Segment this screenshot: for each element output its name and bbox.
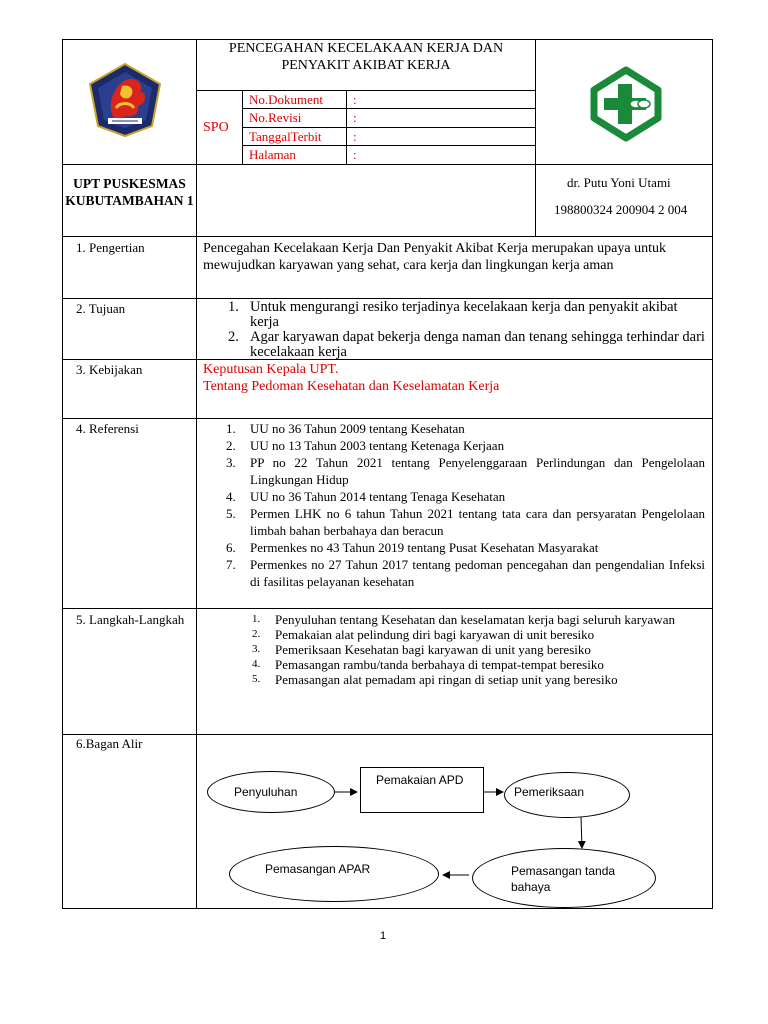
list-item: 7. Permenkes no 27 Tahun 2017 tentang pedoman pencegahan dan pengendalian Infeksi di fasilitas pelayanan kesehatan [226,557,705,589]
arrow-pemeriksaan-to-rambu [581,817,582,848]
list-item: 2. Agar karyawan dapat bekerja denga naman dan tenang sehingga terhindar dari kecelakaan kerja [228,329,705,360]
doc-field-sep: : [353,129,357,144]
section-label-referensi: 4. Referensi [76,421,139,436]
doc-field-sep: : [353,110,357,125]
list-item: 2. Pemakaian alat pelindung diri bagi karyawan di unit beresiko [252,627,595,642]
list-item: 6. Permenkes no 43 Tahun 2019 tentang Pusat Kesehatan Masyarakat [226,540,599,555]
node-penyuluhan-label: Penyuluhan [234,785,298,799]
doc-field-label: Halaman [249,147,296,162]
list-item: 1. Untuk mengurangi resiko terjadinya kecelakaan kerja dan penyakit akibat kerja [228,299,678,330]
list-item: 4. Pemasangan rambu/tanda berbahaya di tempat-tempat beresiko [252,657,604,672]
kebijakan-line-1: Keputusan Kepala UPT. [203,362,339,377]
pengertian-text: Pencegahan Kecelakaan Kerja Dan Penyakit Akibat Kerja merupakan upaya untuk mewujudkan karyawan yang sehat, cara kerja dan lingkungan kerja aman [203,241,666,273]
signer-nip: 198800324 200904 2 004 [554,202,688,217]
node-pemakaian-apd-label: Pemakaian APD [376,773,464,787]
doc-field-sep: : [353,147,357,162]
regency-crest-logo [86,62,164,138]
doc-field-label: TanggalTerbit [249,129,322,144]
list-item: 5. Permen LHK no 6 tahun Tahun 2021 tentang tata cara dan persyaratan Pengelolaan limbah bahan berbahaya dan beracun [226,506,705,538]
langkah-list [252,612,704,687]
list-item: 4. UU no 36 Tahun 2014 tentang Tenaga Kesehatan [226,489,506,504]
list-item: 5. Pemasangan alat pemadam api ringan di setiap unit yang beresiko [252,672,618,687]
puskesmas-logo [588,66,664,142]
doc-field-label: No.Dokument [249,92,324,107]
doc-field-sep: : [353,92,357,107]
node-pemasangan-tanda-bahaya-label: Pemasangan tanda bahaya [511,864,616,894]
section-label-kebijakan: 3. Kebijakan [76,362,143,377]
list-item: 1. Penyuluhan tentang Kesehatan dan keselamatan kerja bagi seluruh karyawan [252,612,675,627]
list-item: 3. PP no 22 Tahun 2021 tentang Penyelenggaraan Perlindungan dan Pengelolaan Lingkungan Hidup [226,455,705,487]
signer-name: dr. Putu Yoni Utami [567,175,671,190]
tujuan-list [228,300,706,360]
kebijakan-line-2: Tentang Pedoman Kesehatan dan Keselamatan Kerja [203,379,500,394]
referensi-list [226,420,705,590]
node-pemasangan-apar-label: Pemasangan APAR [265,862,371,876]
list-item: 2. UU no 13 Tahun 2003 tentang Ketenaga Kerjaan [226,438,505,453]
list-item: 3. Pemeriksaan Kesehatan bagi karyawan di unit yang beresiko [252,642,591,657]
section-label-tujuan: 2. Tujuan [76,301,126,316]
doc-field-label: No.Revisi [249,110,302,125]
section-label-bagan: 6.Bagan Alir [76,736,143,751]
list-item: 1. UU no 36 Tahun 2009 tentang Kesehatan [226,421,465,436]
organization-name: UPT PUSKESMAS KUBUTAMBAHAN 1 [65,176,194,208]
node-pemeriksaan-label: Pemeriksaan [514,785,585,799]
section-label-pengertian: 1. Pengertian [76,240,145,255]
spo-label: SPO [203,120,229,135]
section-label-langkah: 5. Langkah-Langkah [76,612,185,627]
page-number: 1 [380,930,387,942]
document-title: PENCEGAHAN KECELAKAAN KERJA DAN PENYAKIT AKIBAT KERJA [228,41,504,73]
